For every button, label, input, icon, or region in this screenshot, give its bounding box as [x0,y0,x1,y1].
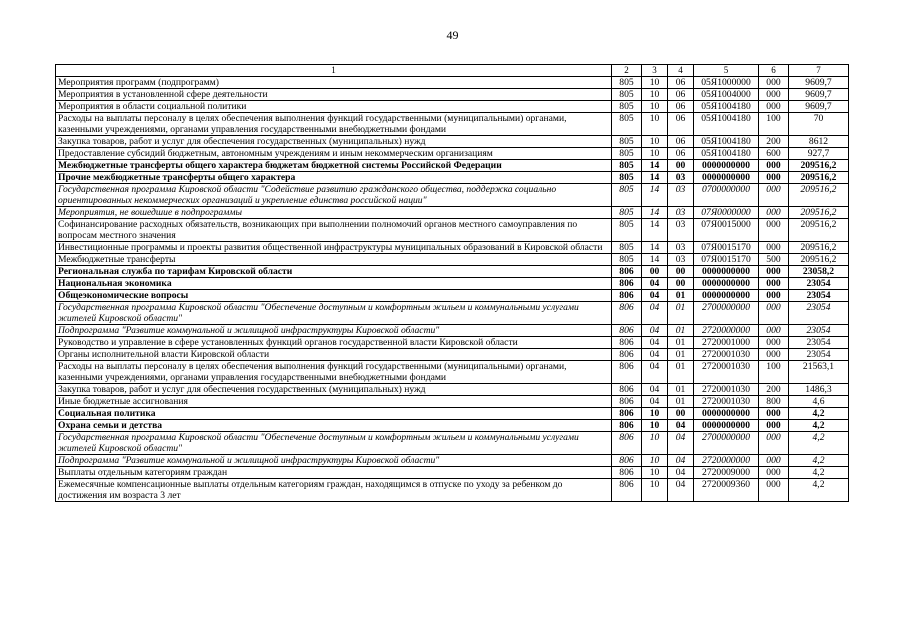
row-amount: 9609,7 [789,89,849,101]
table-row [56,467,849,479]
row-amount: 4,2 [789,432,849,455]
row-name: Подпрограмма "Развитие коммунальной и жилищной инфраструктуры Кировской области" [56,455,612,467]
row-ved-code: 806 [612,384,642,396]
row-amount: 8612 [789,136,849,148]
row-ved-code: 806 [612,420,642,432]
row-subsection-code: 01 [668,361,694,384]
row-subsection-code: 04 [668,420,694,432]
row-target-code: 05Я1000000 [694,77,759,89]
row-section-code: 10 [642,420,668,432]
row-section-code: 10 [642,467,668,479]
table-row [56,77,849,89]
row-expense-type-code: 000 [759,101,789,113]
row-subsection-code: 01 [668,396,694,408]
row-subsection-code: 01 [668,384,694,396]
row-ved-code: 806 [612,455,642,467]
row-expense-type-code: 000 [759,325,789,337]
row-amount: 9609,7 [789,101,849,113]
table-row [56,408,849,420]
row-subsection-code: 01 [668,325,694,337]
row-subsection-code: 06 [668,136,694,148]
row-amount: 23054 [789,278,849,290]
row-subsection-code: 06 [668,89,694,101]
table-row [56,184,849,207]
row-target-code: 0000000000 [694,408,759,420]
row-target-code: 2720000000 [694,325,759,337]
table-body [56,77,849,502]
table-row [56,172,849,184]
row-subsection-code: 00 [668,266,694,278]
row-ved-code: 806 [612,408,642,420]
column-header-4: 4 [668,65,694,77]
row-subsection-code: 03 [668,254,694,266]
row-subsection-code: 01 [668,337,694,349]
row-section-code: 10 [642,455,668,467]
row-subsection-code: 00 [668,278,694,290]
row-target-code: 2720001030 [694,349,759,361]
row-target-code: 0000000000 [694,278,759,290]
page-number: 49 [446,28,459,42]
column-header-7: 7 [789,65,849,77]
row-section-code: 04 [642,396,668,408]
row-target-code: 0000000000 [694,160,759,172]
row-subsection-code: 00 [668,160,694,172]
row-section-code: 10 [642,89,668,101]
row-target-code: 2720000000 [694,455,759,467]
row-name: Выплаты отдельным категориям граждан [56,467,612,479]
row-name: Государственная программа Кировской области "Содействие развитию гражданского общества, поддержка социально ориентированных некоммерческих организаций и укрепление единства российской нации" [56,184,612,207]
row-name: Инвестиционные программы и проекты развития общественной инфраструктуры муниципальных образований в Кировской области [56,242,612,254]
row-amount: 23054 [789,302,849,325]
row-section-code: 10 [642,432,668,455]
row-section-code: 04 [642,302,668,325]
row-name: Закупка товаров, работ и услуг для обеспечения государственных (муниципальных) нужд [56,136,612,148]
row-subsection-code: 03 [668,184,694,207]
row-name: Охрана семьи и детства [56,420,612,432]
row-subsection-code: 04 [668,432,694,455]
row-target-code: 2700000000 [694,432,759,455]
table-row [56,242,849,254]
row-ved-code: 805 [612,172,642,184]
row-expense-type-code: 100 [759,113,789,136]
row-ved-code: 805 [612,136,642,148]
table-row [56,207,849,219]
row-target-code: 07Я0015000 [694,219,759,242]
table-row [56,148,849,160]
row-ved-code: 805 [612,77,642,89]
row-expense-type-code: 000 [759,290,789,302]
table-row [56,290,849,302]
row-ved-code: 806 [612,325,642,337]
row-expense-type-code: 000 [759,278,789,290]
row-amount: 209516,2 [789,160,849,172]
row-amount: 4,2 [789,479,849,502]
row-subsection-code: 03 [668,219,694,242]
row-amount: 209516,2 [789,172,849,184]
row-subsection-code: 06 [668,101,694,113]
row-ved-code: 805 [612,160,642,172]
row-ved-code: 806 [612,278,642,290]
row-target-code: 05Я1004180 [694,136,759,148]
row-name: Социальная политика [56,408,612,420]
row-ved-code: 805 [612,242,642,254]
row-name: Мероприятия, не вошедшие в подпрограммы [56,207,612,219]
row-subsection-code: 03 [668,172,694,184]
row-section-code: 10 [642,113,668,136]
row-name: Мероприятия в установленной сфере деятельности [56,89,612,101]
row-name: Подпрограмма "Развитие коммунальной и жилищной инфраструктуры Кировской области" [56,325,612,337]
row-ved-code: 806 [612,396,642,408]
row-target-code: 2720001030 [694,384,759,396]
row-target-code: 05Я1004180 [694,101,759,113]
row-name: Ежемесячные компенсационные выплаты отдельным категориям граждан, находящимся в отпуске по уходу за ребенком до достижения им возраста 3 лет [56,479,612,502]
row-amount: 9609,7 [789,77,849,89]
row-target-code: 0700000000 [694,184,759,207]
row-target-code: 2720009000 [694,467,759,479]
row-target-code: 07Я0015170 [694,242,759,254]
row-amount: 209516,2 [789,207,849,219]
table-row [56,432,849,455]
row-expense-type-code: 200 [759,384,789,396]
row-target-code: 0000000000 [694,290,759,302]
row-amount: 23054 [789,337,849,349]
row-amount: 23054 [789,290,849,302]
row-target-code: 2720001030 [694,361,759,384]
row-ved-code: 805 [612,113,642,136]
table-row [56,89,849,101]
row-amount: 21563,1 [789,361,849,384]
table-row [56,479,849,502]
table-row [56,266,849,278]
row-name: Региональная служба по тарифам Кировской области [56,266,612,278]
row-expense-type-code: 000 [759,207,789,219]
budget-table [55,64,849,502]
row-ved-code: 806 [612,337,642,349]
row-expense-type-code: 000 [759,467,789,479]
table-row [56,420,849,432]
row-expense-type-code: 000 [759,349,789,361]
table-row [56,219,849,242]
row-section-code: 04 [642,361,668,384]
row-name: Иные бюджетные ассигнования [56,396,612,408]
row-name: Руководство и управление в сфере установленных функций органов государственной власти Кировской области [56,337,612,349]
row-subsection-code: 04 [668,479,694,502]
row-section-code: 14 [642,219,668,242]
column-header-2: 2 [612,65,642,77]
table-row [56,361,849,384]
row-expense-type-code: 000 [759,408,789,420]
row-ved-code: 806 [612,467,642,479]
row-name: Расходы на выплаты персоналу в целях обеспечения выполнения функций государственными (муниципальными) органами, казенными учреждениями, органами управления государственными внебюджетными фондами [56,113,612,136]
row-expense-type-code: 000 [759,266,789,278]
table-row [56,337,849,349]
table-row [56,136,849,148]
table-row [56,325,849,337]
column-header-1: 1 [56,65,612,77]
row-name: Расходы на выплаты персоналу в целях обеспечения выполнения функций государственными (муниципальными) органами, казенными учреждениями, органами управления государственными внебюджетными фондами [56,361,612,384]
row-section-code: 04 [642,337,668,349]
row-target-code: 05Я1004180 [694,148,759,160]
column-header-5: 5 [694,65,759,77]
row-section-code: 14 [642,184,668,207]
row-expense-type-code: 000 [759,479,789,502]
row-expense-type-code: 000 [759,242,789,254]
row-amount: 209516,2 [789,184,849,207]
row-amount: 4,6 [789,396,849,408]
row-name: Межбюджетные трансферты [56,254,612,266]
row-ved-code: 806 [612,361,642,384]
row-section-code: 14 [642,172,668,184]
row-amount: 1486,3 [789,384,849,396]
row-amount: 4,2 [789,467,849,479]
row-ved-code: 806 [612,266,642,278]
row-section-code: 04 [642,278,668,290]
row-ved-code: 805 [612,89,642,101]
table-row [56,384,849,396]
row-target-code: 0000000000 [694,420,759,432]
row-name: Государственная программа Кировской области "Обеспечение доступным и комфортным жильем и коммунальными услугами жителей Кировской области" [56,432,612,455]
row-section-code: 14 [642,254,668,266]
row-subsection-code: 06 [668,77,694,89]
row-section-code: 14 [642,207,668,219]
row-amount: 209516,2 [789,254,849,266]
row-amount: 23054 [789,349,849,361]
row-ved-code: 806 [612,302,642,325]
row-amount: 209516,2 [789,242,849,254]
table-row [56,278,849,290]
row-ved-code: 805 [612,148,642,160]
row-expense-type-code: 000 [759,420,789,432]
row-amount: 70 [789,113,849,136]
row-subsection-code: 04 [668,467,694,479]
table-row [56,113,849,136]
row-expense-type-code: 000 [759,77,789,89]
table-row [56,302,849,325]
row-name: Органы исполнительной власти Кировской области [56,349,612,361]
row-section-code: 04 [642,349,668,361]
row-expense-type-code: 000 [759,337,789,349]
table-row [56,101,849,113]
row-ved-code: 805 [612,219,642,242]
table-row [56,396,849,408]
row-subsection-code: 03 [668,242,694,254]
row-target-code: 07Я0000000 [694,207,759,219]
column-number-row [56,65,849,77]
row-amount: 4,2 [789,408,849,420]
row-expense-type-code: 000 [759,219,789,242]
row-amount: 23054 [789,325,849,337]
row-section-code: 10 [642,77,668,89]
row-name: Предоставление субсидий бюджетным, автономным учреждениям и иным некоммерческим организациям [56,148,612,160]
row-amount: 4,2 [789,420,849,432]
table-row [56,254,849,266]
row-name: Национальная экономика [56,278,612,290]
column-header-3: 3 [642,65,668,77]
row-name: Мероприятия программ (подпрограмм) [56,77,612,89]
row-expense-type-code: 000 [759,184,789,207]
row-ved-code: 805 [612,184,642,207]
row-expense-type-code: 000 [759,302,789,325]
row-amount: 23058,2 [789,266,849,278]
row-subsection-code: 01 [668,290,694,302]
row-section-code: 04 [642,325,668,337]
row-target-code: 0000000000 [694,266,759,278]
row-expense-type-code: 000 [759,160,789,172]
column-header-6: 6 [759,65,789,77]
row-target-code: 0000000000 [694,172,759,184]
row-ved-code: 805 [612,207,642,219]
row-section-code: 00 [642,266,668,278]
row-expense-type-code: 000 [759,89,789,101]
row-name: Прочие межбюджетные трансферты общего характера [56,172,612,184]
row-ved-code: 806 [612,349,642,361]
row-section-code: 10 [642,148,668,160]
row-name: Государственная программа Кировской области "Обеспечение доступным и комфортным жильем и коммунальными услугами жителей Кировской области" [56,302,612,325]
row-target-code: 05Я1004180 [694,113,759,136]
row-expense-type-code: 000 [759,432,789,455]
table-row [56,349,849,361]
row-section-code: 04 [642,384,668,396]
row-subsection-code: 00 [668,408,694,420]
row-section-code: 10 [642,136,668,148]
row-target-code: 2720001000 [694,337,759,349]
row-amount: 209516,2 [789,219,849,242]
row-name: Софинансирование расходных обязательств, возникающих при выполнении полномочий органов местного самоуправления по вопросам местного значения [56,219,612,242]
row-section-code: 14 [642,242,668,254]
row-target-code: 05Я1004000 [694,89,759,101]
row-subsection-code: 01 [668,302,694,325]
row-section-code: 10 [642,479,668,502]
row-section-code: 04 [642,290,668,302]
row-expense-type-code: 100 [759,361,789,384]
table-row [56,455,849,467]
row-name: Мероприятия в области социальной политики [56,101,612,113]
row-subsection-code: 01 [668,349,694,361]
row-ved-code: 806 [612,479,642,502]
row-target-code: 2700000000 [694,302,759,325]
row-subsection-code: 04 [668,455,694,467]
row-expense-type-code: 000 [759,172,789,184]
row-ved-code: 806 [612,432,642,455]
row-ved-code: 805 [612,101,642,113]
row-name: Межбюджетные трансферты общего характера бюджетам бюджетной системы Российской Федерации [56,160,612,172]
row-target-code: 2720001030 [694,396,759,408]
row-name: Общеэкономические вопросы [56,290,612,302]
row-amount: 4,2 [789,455,849,467]
row-amount: 927,7 [789,148,849,160]
row-subsection-code: 06 [668,148,694,160]
row-subsection-code: 03 [668,207,694,219]
row-expense-type-code: 000 [759,455,789,467]
row-target-code: 2720009360 [694,479,759,502]
row-section-code: 14 [642,160,668,172]
row-expense-type-code: 600 [759,148,789,160]
row-target-code: 07Я0015170 [694,254,759,266]
row-expense-type-code: 800 [759,396,789,408]
table-row [56,160,849,172]
row-expense-type-code: 200 [759,136,789,148]
row-subsection-code: 06 [668,113,694,136]
row-section-code: 10 [642,408,668,420]
row-section-code: 10 [642,101,668,113]
row-expense-type-code: 500 [759,254,789,266]
row-ved-code: 806 [612,290,642,302]
row-name: Закупка товаров, работ и услуг для обеспечения государственных (муниципальных) нужд [56,384,612,396]
row-ved-code: 805 [612,254,642,266]
